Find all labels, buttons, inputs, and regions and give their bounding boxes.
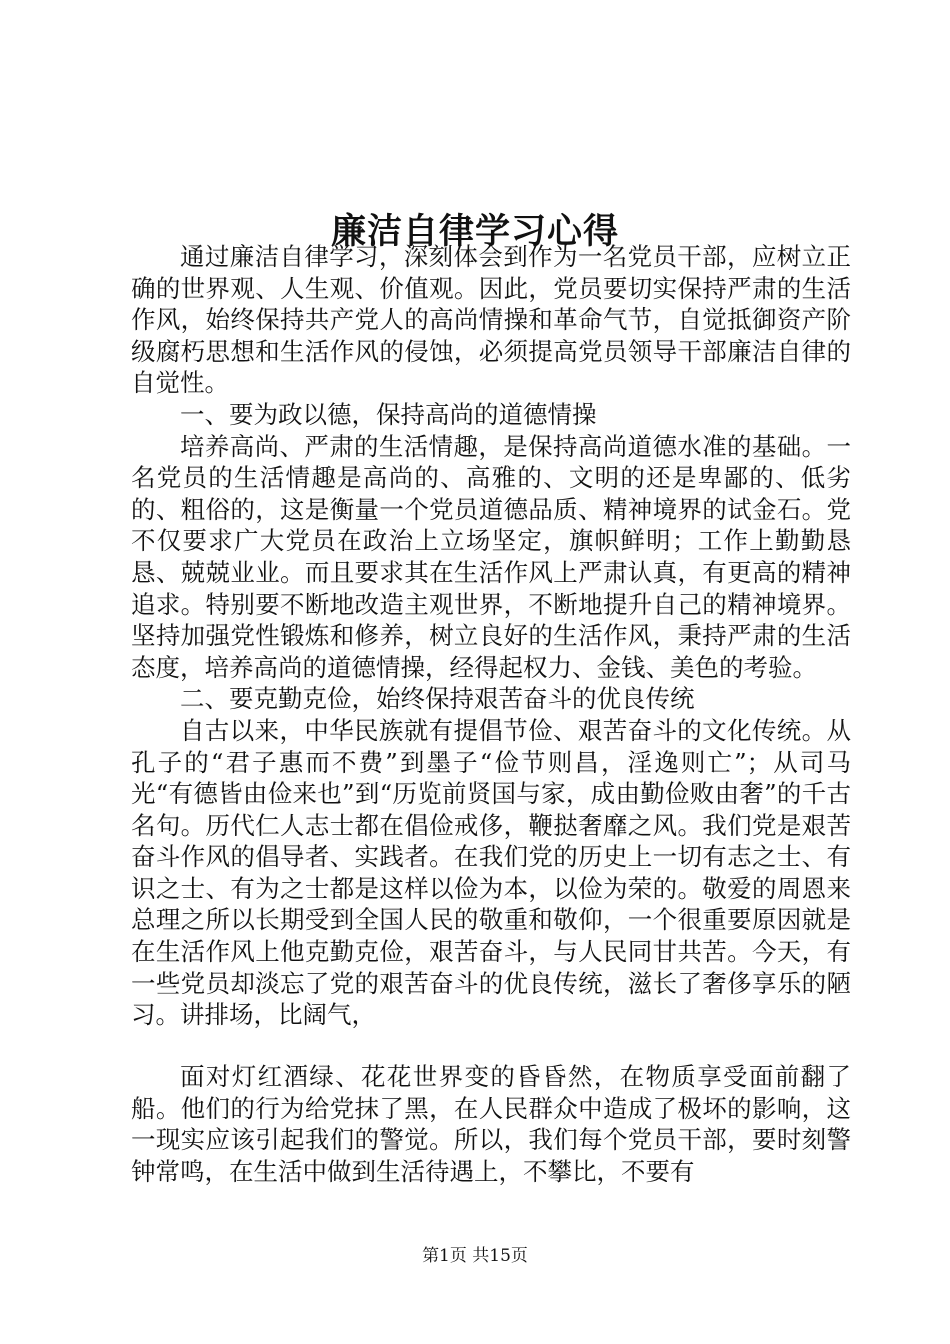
section-heading-1: 一、要为政以德，保持高尚的道德情操 — [180, 399, 597, 429]
intro-paragraph: 通过廉洁自律学习，深刻体会到作为一名党员干部，应树立正确的世界观、人生观、价值观。因此，党员要切实保持严肃的生活作风，始终保持共产党人的高尚情操和革命气节，自觉抵御资产阶级腐朽思想和生活作风的侵蚀，必须提高党员领导干部廉洁自律的自觉性。 — [131, 242, 851, 398]
document-body-continued — [131, 1061, 851, 1187]
section-heading-2: 二、要克勤克俭，始终保持艰苦奋斗的优良传统 — [180, 684, 695, 714]
page-footer: 第1页 共15页 — [422, 1246, 528, 1266]
body-paragraph: 培养高尚、严肃的生活情趣，是保持高尚道德水准的基础。一名党员的生活情趣是高尚的、高雅的、文明的还是卑鄙的、低劣的、粗俗的，这是衡量一个党员道德品质、精神境界的试金石。党不仅要求广大党员在政治上立场坚定，旗帜鲜明；工作上勤勤恳恳、兢兢业业。而且要求其在生活作风上严肃认真，有更高的精神追求。特别要不断地改造主观世界，不断地提升自己的精神境界。坚持加强党性锻炼和修养，树立良好的生活作风，秉持严肃的生活态度，培养高尚的道德情操，经得起权力、金钱、美色的考验。 — [131, 431, 851, 682]
body-paragraph: 面对灯红酒绿、花花世界变的昏昏然，在物质享受面前翻了船。他们的行为给党抹了黑，在人民群众中造成了极坏的影响，这一现实应该引起我们的警觉。所以，我们每个党员干部，要时刻警钟常鸣，在生活中做到生活待遇上，不攀比，不要有 — [131, 1062, 851, 1186]
document-title: 廉洁自律学习心得 — [330, 212, 619, 253]
body-paragraph: 自古以来，中华民族就有提倡节俭、艰苦奋斗的文化传统。从孔子的“君子惠而不费”到墨子“俭节则昌，淫逸则亡”；从司马光“有德皆由俭来也”到“历览前贤国与家，成由勤俭败由奢”的千古名句。历代仁人志士都在倡俭戒侈，鞭挞奢靡之风。我们党是艰苦奋斗作风的倡导者、实践者。在我们党的历史上一切有志之士、有识之士、有为之士都是这样以俭为本，以俭为荣的。敬爱的周恩来总理之所以长期受到全国人民的敬重和敬仰，一个很重要原因就是在生活作风上他克勤克俭，艰苦奋斗，与人民同甘共苦。今天，有一些党员却淡忘了党的艰苦奋斗的优良传统，滋长了奢侈享乐的陋习。讲排场，比阔气， — [131, 715, 851, 1030]
document-body — [131, 241, 851, 1031]
